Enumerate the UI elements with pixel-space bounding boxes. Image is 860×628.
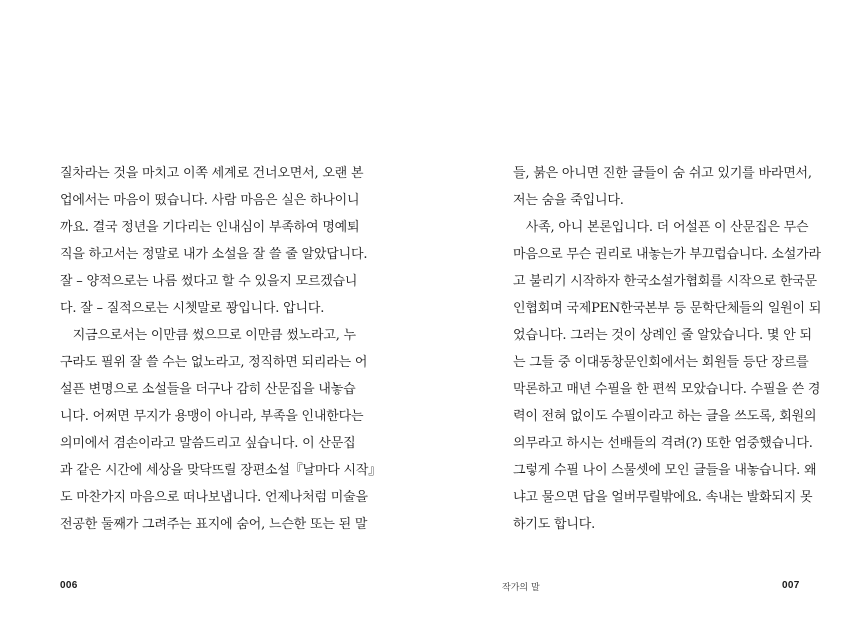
body-line: 질차라는 것을 마치고 이쪽 세계로 건너오면서, 오랜 본 — [60, 166, 364, 181]
body-line: 막론하고 매년 수필을 한 편씩 모았습니다. 수필을 쓴 경 — [513, 382, 821, 397]
body-line: 다. 잘 – 질적으로는 시쳇말로 꽝입니다. 압니다. — [60, 301, 325, 316]
body-line: 는 그들 중 이대동창문인회에서는 회원들 등단 장르를 — [513, 355, 809, 370]
body-line: 고 불리기 시작하자 한국소설가협회를 시작으로 한국문 — [513, 274, 817, 289]
body-line: 하기도 합니다. — [513, 517, 596, 532]
body-line: 들, 붉은 아니면 진한 글들이 숨 쉬고 있기를 바라면서, — [513, 166, 812, 181]
body-line: 잘 – 양적으로는 나름 썼다고 할 수 있을지 모르겠습니 — [60, 274, 358, 289]
body-line: 구라도 필위 잘 쓸 수는 없노라고, 정직하면 되리라는 어 — [60, 355, 368, 370]
left-body-text — [60, 160, 382, 538]
body-line: 직을 하고서는 정말로 내가 소설을 잘 쓸 줄 알았답니다. — [60, 247, 368, 262]
body-line: 업에서는 마음이 떴습니다. 사람 마음은 실은 하나이니 — [60, 193, 360, 208]
body-line: 그렇게 수필 나이 스물셋에 모인 글들을 내놓습니다. 왜 — [513, 463, 817, 478]
body-line: 지금으로서는 이만큼 썼으므로 이만큼 썼노라고, 누 — [60, 328, 356, 343]
body-line: 력이 전혀 없이도 수필이라고 하는 글을 쓰도록, 회원의 — [513, 409, 817, 424]
body-line: 의무라고 하시는 선배들의 격려(?) 또한 엄중했습니다. — [513, 436, 813, 451]
body-line: 니다. 어쩌면 무지가 용맹이 아니라, 부족을 인내한다는 — [60, 409, 364, 424]
body-line: 까요. 결국 정년을 기다리는 인내심이 부족하여 명예퇴 — [60, 220, 360, 235]
running-title: 작가의 말 — [502, 583, 540, 593]
body-line: 인협회며 국제PEN한국본부 등 문학단체들의 일원이 되 — [513, 301, 822, 316]
body-line: 저는 숨을 죽입니다. — [513, 193, 624, 208]
body-line: 도 마찬가지 마음으로 떠나보냅니다. 언제나처럼 미술을 — [60, 490, 368, 505]
body-line: 었습니다. 그러는 것이 상례인 줄 알았습니다. 몇 안 되 — [513, 328, 812, 343]
right-page — [430, 0, 860, 628]
body-line: 냐고 물으면 답을 얼버무릴밖에요. 속내는 발화되지 못 — [513, 490, 813, 505]
page-number-right: 007 — [782, 580, 800, 591]
body-line: 전공한 둘째가 그려주는 표지에 숨어, 느슨한 또는 된 말 — [60, 517, 368, 532]
body-line: 설픈 변명으로 소설들을 더구나 감히 산문집을 내놓습 — [60, 382, 356, 397]
page-number-left: 006 — [60, 580, 78, 591]
body-line: 의미에서 겸손이라고 말씀드리고 싶습니다. 이 산문집 — [60, 436, 356, 451]
body-line: 사족, 아니 본론입니다. 더 어설픈 이 산문집은 무슨 — [513, 220, 809, 235]
body-line: 마음으로 무슨 권리로 내놓는가 부끄럽습니다. 소설가라 — [513, 247, 821, 262]
body-line: 과 같은 시간에 세상을 맞닥뜨릴 장편소설『날마다 시작』 — [60, 463, 382, 478]
right-body-text — [513, 160, 822, 538]
